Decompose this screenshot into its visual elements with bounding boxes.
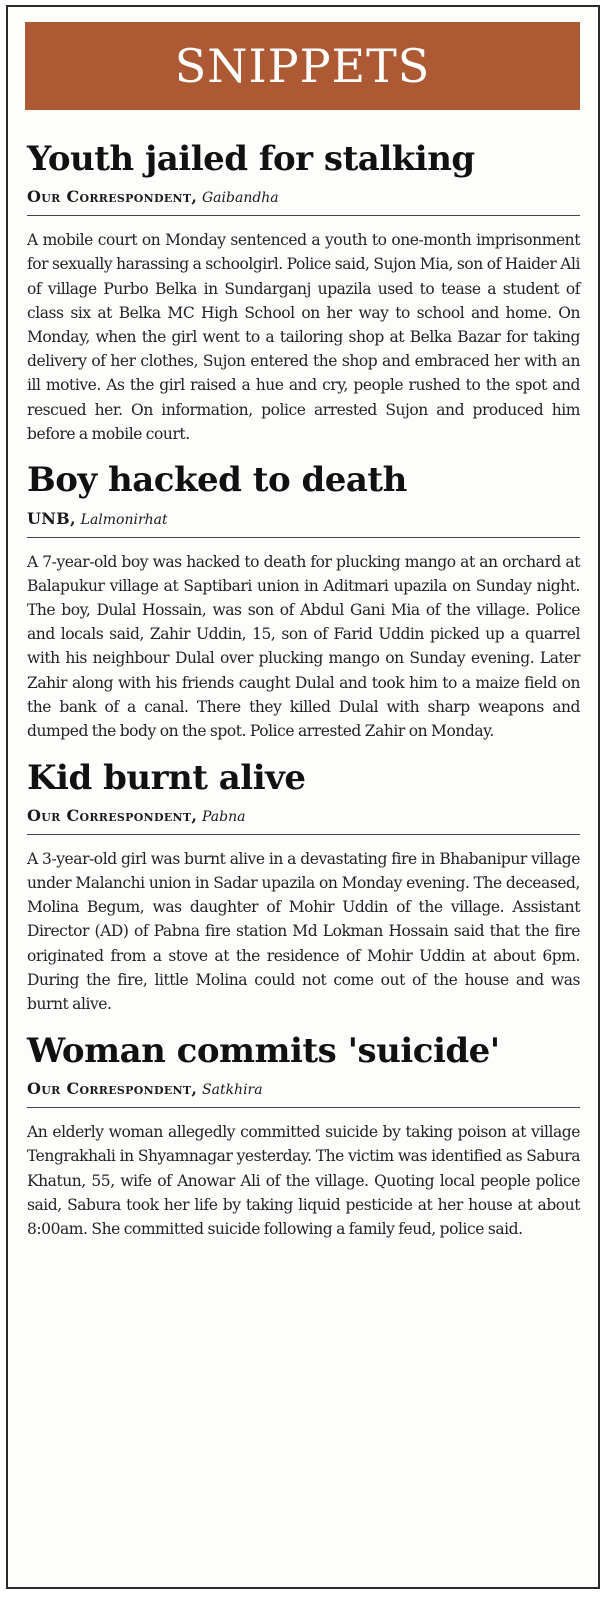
byline-agency: Our Correspondent, (27, 1079, 198, 1099)
byline-place: Satkhira (202, 1082, 263, 1099)
story-headline: Boy hacked to death (27, 460, 407, 501)
story-body: An elderly woman allegedly committed suicide by taking poison at village Tengrakhali in Shyamnagar yesterday. The victim was identified as Sabura Khatun, 55, wife of Anowar Ali of the village. Quoting local people police said, Sabura took her life by taking liquid pesticide at her house at about 8:00am. She committed suicide following a family feud, police said. (27, 1123, 580, 1239)
byline-agency: Our Correspondent, (27, 187, 198, 207)
story-byline (27, 187, 580, 216)
section-title: SNIPPETS (174, 39, 431, 93)
news-story (27, 759, 580, 1017)
news-page (6, 5, 600, 1589)
news-story (27, 461, 580, 743)
story-body: A 7-year-old boy was hacked to death for plucking mango at an orchard at Balapukur village at Saptibari union in Aditmari upazila on Sunday night. The boy, Dulal Hossain, was son of Abdul Gani Mia of the village. Police and locals said, Zahir Uddin, 15, son of Farid Uddin picked up a quarrel with his neighbour Dulal over plucking mango on Sunday evening. Later Zahir along with his friends caught Dulal and took him to a maize field on the bank of a canal. There they killed Dulal with sharp weapons and dumped the body on the spot. Police arrested Zahir on Monday. (27, 552, 580, 740)
story-headline: Kid burnt alive (27, 757, 306, 798)
story-body: A mobile court on Monday sentenced a youth to one-month imprisonment for sexually harassing a schoolgirl. Police said, Sujon Mia, son of Haider Ali of village Purbo Belka in Sundarganj upazila used to tease a student of class six at Belka MC High School on her way to school and home. On Monday, when the girl went to a tailoring shop at Belka Bazar for taking delivery of her clothes, Sujon entered the shop and embraced her with an ill motive. As the girl raised a hue and cry, people rushed to the spot and rescued her. On information, police arrested Sujon and produced him before a mobile court. (27, 231, 580, 443)
byline-agency: UNB, (27, 508, 76, 528)
story-byline (27, 806, 580, 835)
story-headline: Youth jailed for stalking (27, 139, 475, 179)
byline-place: Pabna (202, 808, 246, 825)
story-body: A 3-year-old girl was burnt alive in a devastating fire in Bhabanipur village under Malanchi union in Sadar upazila on Monday evening. The deceased, Molina Begum, was daughter of Mohir Uddin of the village. Assistant Director (AD) of Pabna fire station Md Lokman Hossain said that the fire originated from a stove at the residence of Mohir Uddin at about 6pm. During the fire, little Molina could not come out of the house and was burnt alive. (27, 849, 580, 1013)
story-headline: Woman commits 'suicide' (27, 1031, 500, 1072)
section-banner (25, 22, 580, 110)
byline-place: Lalmonirhat (80, 511, 168, 528)
news-story (27, 1032, 580, 1241)
byline-agency: Our Correspondent, (27, 805, 198, 825)
byline-place: Gaibandha (202, 190, 279, 207)
news-story (27, 140, 580, 446)
story-byline (27, 509, 580, 538)
story-byline (27, 1079, 580, 1108)
